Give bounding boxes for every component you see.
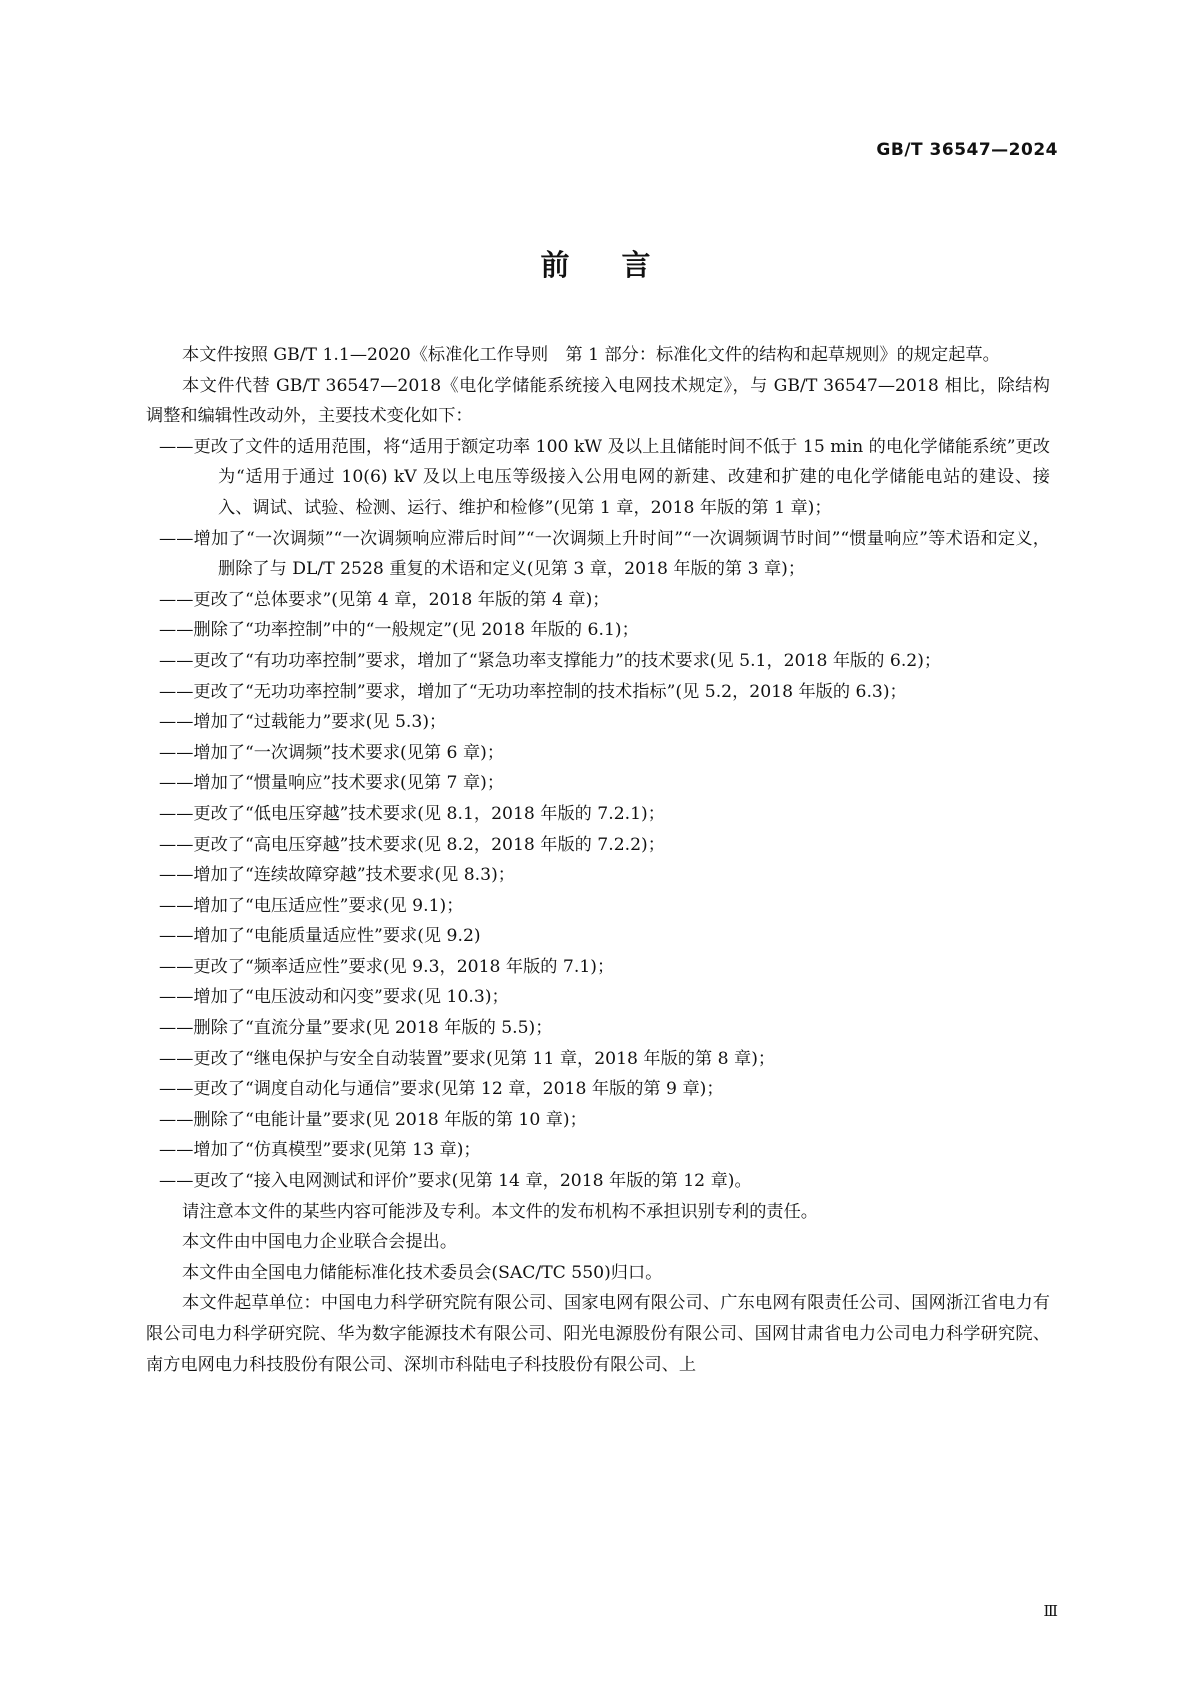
list-item: ——增加了“仿真模型”要求(见第 13 章)； (159, 1140, 481, 1161)
list-item: ——增加了“过载能力”要求(见 5.3)； (159, 712, 447, 733)
list-item: ——增加了“惯量响应”技术要求(见第 7 章)； (159, 773, 505, 794)
list-item: ——更改了“频率适应性”要求(见 9.3，2018 年版的 7.1)； (159, 956, 615, 977)
list-item: ——删除了“电能计量”要求(见 2018 年版的第 10 章)； (159, 1109, 587, 1130)
list-item: ——增加了“电压波动和闪变”要求(见 10.3)； (159, 987, 509, 1008)
list-item: ——增加了“一次调频”技术要求(见第 6 章)； (159, 742, 505, 763)
patent-notice: 请注意本文件的某些内容可能涉及专利。本文件的发布机构不承担识别专利的责任。 (182, 1201, 818, 1222)
list-item: ——更改了“有功功率控制”要求，增加了“紧急功率支撑能力”的技术要求(见 5.1，2018 年版的 6.2)； (159, 650, 942, 671)
list-item: ——增加了“连续故障穿越”技术要求(见 8.3)； (159, 865, 515, 886)
page-number: Ⅲ (1043, 1602, 1058, 1620)
list-item: ——增加了“一次调频”“一次调频响应滞后时间”“一次调频上升时间”“一次调频调节时间”“惯量响应”等术语和定义，删除了与 DL/T 2528 重复的术语和定义(见第 3 章，2018 年版的第 3 章)； (159, 528, 1050, 580)
list-item: ——增加了“电压适应性”要求(见 9.1)； (159, 895, 464, 916)
list-item: ——删除了“功率控制”中的“一般规定”(见 2018 年版的 6.1)； (159, 620, 639, 641)
list-item: ——更改了文件的适用范围，将“适用于额定功率 100 kW 及以上且储能时间不低于 15 min 的电化学储能系统”更改为“适用于通过 10(6) kV 及以上电压等级接入公用电网的新建、改建和扩建的电化学储能电站的建设、接入、调试、试验、检测、运行、维护和检修”(见第 1 章，2018 年版的第 1 章)； (159, 436, 1050, 518)
list-item: ——更改了“高电压穿越”技术要求(见 8.2，2018 年版的 7.2.2)； (159, 834, 665, 855)
list-item: ——删除了“直流分量”要求(见 2018 年版的 5.5)； (159, 1018, 553, 1039)
proposer-statement: 本文件由中国电力企业联合会提出。 (182, 1232, 458, 1253)
list-item: ——增加了“电能质量适应性”要求(见 9.2) (159, 926, 481, 947)
committee-statement: 本文件由全国电力储能标准化技术委员会(SAC/TC 550)归口。 (182, 1262, 663, 1283)
list-item: ——更改了“无功功率控制”要求，增加了“无功功率控制的技术指标”(见 5.2，2018 年版的 6.3)； (159, 681, 907, 702)
intro-paragraph: 本文件按照 GB/T 1.1—2020《标准化工作导则 第 1 部分：标准化文件的结构和起草规则》的规定起草。 (182, 345, 1000, 365)
list-item: ——更改了“低电压穿越”技术要求(见 8.1，2018 年版的 7.2.1)； (159, 803, 665, 824)
foreword-body (146, 340, 1050, 1380)
list-item: ——更改了“调度自动化与通信”要求(见第 12 章，2018 年版的第 9 章)； (159, 1079, 724, 1100)
page-title: 前言 (540, 248, 703, 282)
list-item: ——更改了“接入电网测试和评价”要求(见第 14 章，2018 年版的第 12 章)。 (159, 1171, 752, 1192)
list-item: ——更改了“总体要求”(见第 4 章，2018 年版的第 4 章)； (159, 589, 610, 610)
intro-paragraph: 本文件代替 GB/T 36547—2018《电化学储能系统接入电网技术规定》，与 GB/T 36547—2018 相比，除结构调整和编辑性改动外，主要技术变化如下： (146, 375, 1050, 427)
document-code: GB/T 36547—2024 (876, 140, 1058, 160)
list-item: ——更改了“继电保护与安全自动装置”要求(见第 11 章，2018 年版的第 8 章)； (159, 1048, 776, 1069)
changes-list (146, 432, 1050, 1197)
drafting-units: 本文件起草单位：中国电力科学研究院有限公司、国家电网有限公司、广东电网有限责任公司、国网浙江省电力有限公司电力科学研究院、华为数字能源技术有限公司、阳光电源股份有限公司、国网甘肃省电力公司电力科学研究院、南方电网电力科技股份有限公司、深圳市科陆电子科技股份有限公司、上 (146, 1293, 1050, 1375)
